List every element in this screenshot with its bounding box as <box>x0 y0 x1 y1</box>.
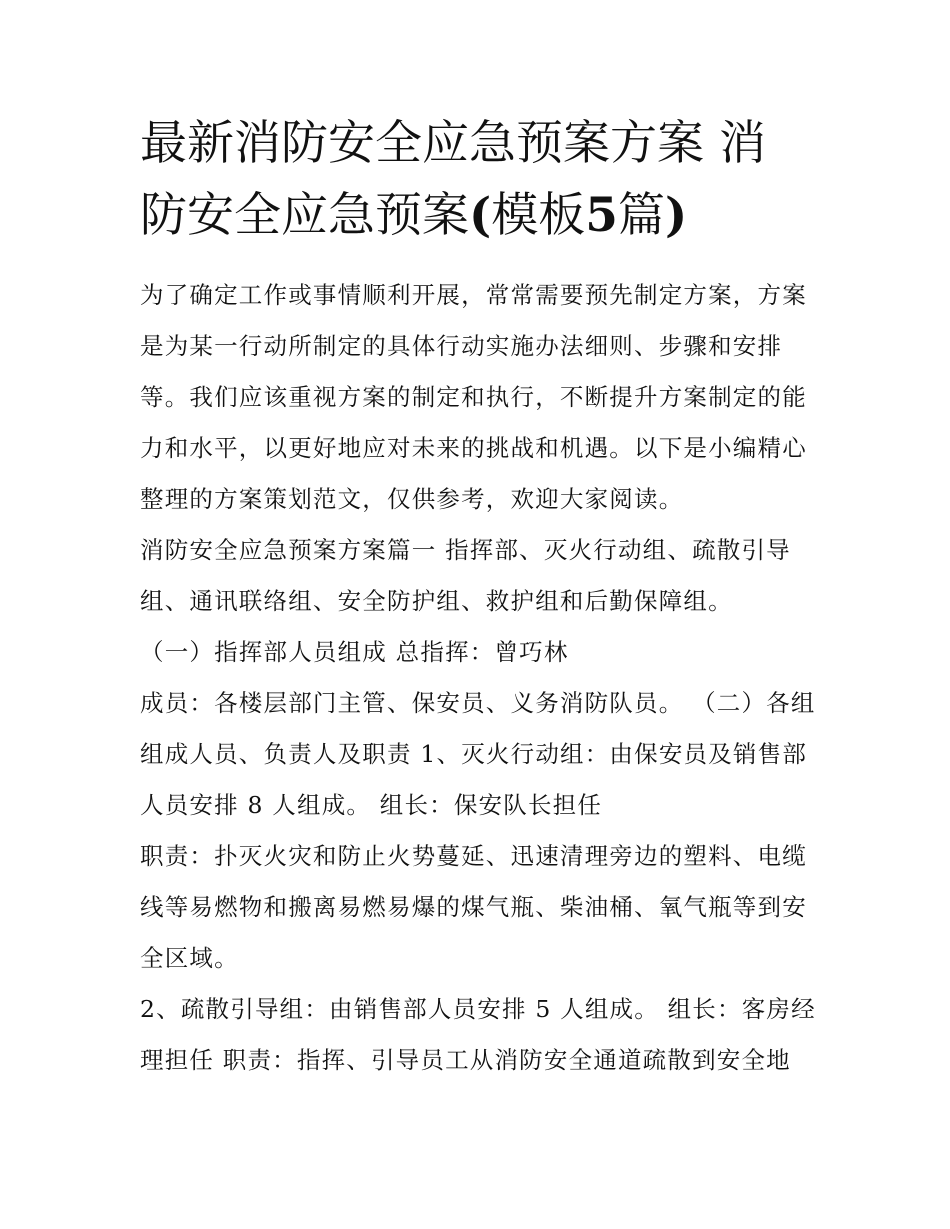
title-line-2-mid: 模板 <box>491 188 586 243</box>
document-page <box>140 108 820 1086</box>
title-paren-open: ( <box>469 188 492 243</box>
title-number: 5 <box>585 188 618 243</box>
title-line-2-end: 篇 <box>617 188 665 243</box>
document-title <box>140 108 820 252</box>
paragraph-intro: 为了确定工作或事情顺利开展，常常需要预先制定方案，方案是为某一行动所制定的具体行动实施办法细则、步骤和安排等。我们应该重视方案的制定和执行，不断提升方案制定的能力和水平，以更好地应对未来的挑战和机遇。以下是小编精心整理的方案策划范文，仅供参考，欢迎大家阅读。 <box>140 281 807 513</box>
title-line-1: 最新消防安全应急预案方案 消 <box>140 116 766 171</box>
document-body <box>140 270 820 1086</box>
paragraph-members: 成员：各楼层部门主管、保安员、义务消防队员。 （二）各组组成人员、负责人及职责 1、灭火行动组：由保安员及销售部人员安排 8 人组成。 组长：保安队长担任 <box>140 689 816 819</box>
paragraph-plan-one: 消防安全应急预案方案篇一 指挥部、灭火行动组、疏散引导组、通讯联络组、安全防护组、救护组和后勤保障组。 <box>140 536 791 615</box>
title-line-2-prefix: 防安全应急预案 <box>140 188 469 243</box>
paragraph-command-staff: （一）指挥部人员组成 总指挥：曾巧林 <box>140 638 569 666</box>
paragraph-duties: 职责：扑灭火灾和防止火势蔓延、迅速清理旁边的塑料、电缆线等易燃物和搬离易燃易爆的煤气瓶、柴油桶、氧气瓶等到安全区域。 <box>140 842 807 972</box>
title-paren-close: ) <box>664 188 688 243</box>
paragraph-evacuation: 2、疏散引导组：由销售部人员安排 5 人组成。 组长：客房经理担任 职责：指挥、引导员工从消防安全通道疏散到安全地 <box>140 995 816 1074</box>
